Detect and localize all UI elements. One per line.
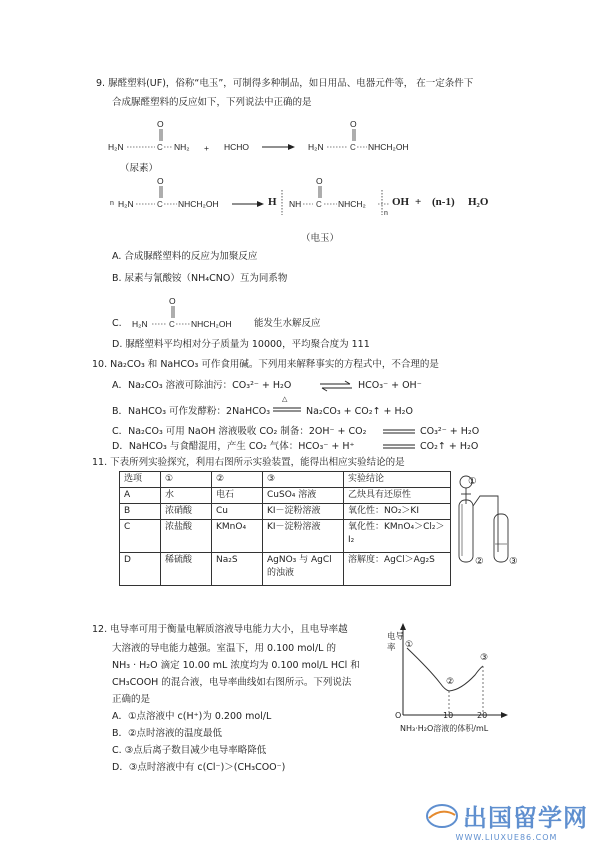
q9-option-c-prefix: C. [112, 318, 122, 329]
apparatus-label-1: ① [468, 476, 477, 487]
urea-h2n: H₂N [108, 142, 124, 152]
polymer-end-oh: OH [392, 196, 410, 208]
hcho-label: HCHO [224, 142, 250, 152]
table-cell: KI－淀粉溶液 [263, 520, 344, 553]
q9-option-b: B. 尿素与氰酸铵（NH₄CNO）互为同系物 [112, 273, 288, 284]
svg-text:C: C [157, 143, 163, 152]
table-row [120, 553, 451, 586]
table-header-cell: 选项 [120, 472, 161, 488]
graph-tick-10: 10 [443, 711, 454, 720]
watermark-logo [425, 798, 588, 842]
monomer-coefficient-n: n [110, 200, 114, 207]
q9-option-c-h2n: H₂N [132, 319, 148, 329]
q12-line2: 大溶液的导电能力越强。室温下，用 0.100 mol/L 的 [112, 643, 336, 654]
q11-stem: 11. 下表所列实验探究，利用右图所示实验装置，能得出相应实验结论的是 [92, 457, 405, 468]
double-line-equals-icon [382, 428, 416, 436]
q12-line1: 12. 电导率可用于衡量电解质溶液导电能力大小，且电导率越 [92, 624, 348, 635]
graph-ylabel-2: 率 [387, 643, 396, 653]
water-formula: H₂O [468, 196, 489, 208]
graph-xlabel: NH₃·H₂O溶液的体积/mL [400, 724, 489, 733]
svg-text:C: C [157, 200, 163, 209]
q9-option-c-nhch2oh: NHCH₂OH [191, 319, 232, 329]
q9-option-d: D. 脲醛塑料平均相对分子质量为 10000，平均聚合度为 111 [112, 339, 370, 350]
q9-option-a: A. 合成脲醛塑料的反应为加聚反应 [112, 251, 258, 262]
polymer-carbonyl-o: O [316, 176, 323, 186]
svg-text:C: C [169, 320, 175, 329]
polymer-nh: NH [289, 199, 302, 209]
q10-option-d-left: D．NaHCO₃ 与食醋混用，产生 CO₂ 气体：HCO₃⁻ + H⁺ [112, 441, 355, 452]
table-row [120, 488, 451, 504]
graph-point-2: ② [446, 677, 455, 687]
table-cell: 电石 [212, 488, 263, 504]
product-nhch2oh: NHCH₂OH [368, 142, 409, 152]
graph-ylabel-1: 电导 [387, 632, 405, 642]
dianyu-label: （电玉） [301, 233, 340, 244]
table-cell: KMnO₄ [212, 520, 263, 553]
plus-sign: + [204, 143, 209, 153]
q10-stem: 10. Na₂CO₃ 和 NaHCO₃ 可作食用碱。下列用来解释事实的方程式中，不合理的是 [92, 359, 439, 370]
svg-text:C: C [350, 143, 356, 152]
q12-option-b: B．②点时溶液的温度最低 [112, 728, 223, 739]
graph-point-1: ① [405, 640, 414, 650]
q9-option-c-carbonyl-o: O [169, 296, 176, 306]
table-row [120, 504, 451, 520]
apparatus-label-3: ③ [509, 556, 518, 567]
monomer-h2n: H₂N [118, 199, 134, 209]
q9-stem-line1: 9. 脲醛塑料(UF)，俗称“电玉”，可制得多种制品，如日用品、电器元件等， 在一定条件下 [96, 78, 474, 89]
polymer-nhch2: NHCH₂ [338, 199, 366, 209]
table-cell: 氧化性：KMnO₄＞Cl₂＞I₂ [344, 520, 451, 553]
globe-icon [425, 803, 459, 829]
table-cell: B [120, 504, 161, 520]
table-cell: Cu [212, 504, 263, 520]
q9-option-c-text: 能发生水解反应 [254, 318, 321, 329]
monomer-nhch2oh: NHCH₂OH [178, 199, 219, 209]
q10-option-d-right: CO₂↑ + H₂O [420, 441, 479, 452]
q10-option-b-left: B．NaHCO₃ 可作发酵粉：2NaHCO₃ [112, 406, 271, 417]
watermark-url: WWW.LIUXUE86.COM [455, 833, 558, 842]
q12-option-a: A．①点溶液中 c(H⁺)为 0.200 mol/L [112, 711, 272, 722]
experiment-apparatus-diagram [448, 470, 530, 580]
table-cell: C [120, 520, 161, 553]
graph-point-3: ③ [480, 653, 489, 663]
table-cell: 浓硝酸 [161, 504, 212, 520]
table-header-cell: ③ [263, 472, 344, 488]
table-cell: 稀硫酸 [161, 553, 212, 586]
product-carbonyl-o: O [350, 119, 357, 129]
table-cell: A [120, 488, 161, 504]
urea-label: （尿素） [120, 163, 159, 174]
table-cell: KI－淀粉溶液 [263, 504, 344, 520]
q12-option-d: D．③点时溶液中有 c(Cl⁻)＞(CH₃COO⁻) [112, 762, 286, 773]
table-cell: Na₂S [212, 553, 263, 586]
graph-origin: O [395, 711, 402, 720]
table-cell: D [120, 553, 161, 586]
q10-option-b-right: Na₂CO₃ + CO₂↑ + H₂O [306, 406, 413, 417]
table-cell: 溶解度：AgCl＞Ag₂S [344, 553, 451, 586]
table-cell: 乙炔具有还原性 [344, 488, 451, 504]
urea-nh2: NH₂ [174, 142, 190, 152]
double-line-equals-icon [382, 443, 416, 451]
watermark-text: 出国留学网 [463, 804, 588, 832]
graph-tick-20: 20 [477, 711, 488, 720]
table-header-cell: 实验结论 [344, 472, 451, 488]
polymer-subscript-n: n [384, 210, 388, 217]
urea-carbonyl-o: O [157, 119, 164, 129]
heat-condition: △ [282, 395, 288, 403]
equilibrium-arrow-icon [318, 380, 354, 392]
product-h2n: H₂N [308, 142, 324, 152]
table-cell: 氧化性：NO₂＞KI [344, 504, 451, 520]
table-header-row [120, 472, 451, 488]
monomer-carbonyl-o: O [157, 176, 164, 186]
table-cell: 水 [161, 488, 212, 504]
q12-option-c: C. ③点后离子数目减少电导率略降低 [112, 745, 267, 756]
svg-text:C: C [316, 200, 322, 209]
polymer-end-h: H [268, 196, 277, 208]
apparatus-label-2: ② [475, 556, 484, 567]
table-header-cell: ① [161, 472, 212, 488]
q12-line4: CH₃COOH 的混合液，电导率曲线如右图所示。下列说法 [112, 677, 352, 688]
q12-line5: 正确的是 [112, 694, 151, 705]
water-coefficient: (n-1) [432, 196, 455, 208]
table-row [120, 520, 451, 553]
q10-option-c-left: C．Na₂CO₃ 可用 NaOH 溶液吸收 CO₂ 制备：2OH⁻ + CO₂ [112, 426, 367, 437]
table-cell: CuSO₄ 溶液 [263, 488, 344, 504]
plus-sign-2: + [415, 196, 422, 208]
table-cell: 浓盐酸 [161, 520, 212, 553]
q10-option-c-right: CO₃²⁻ + H₂O [420, 426, 480, 437]
table-cell: AgNO₃ 与 AgCl 的浊液 [263, 553, 344, 586]
q10-option-a-left: A．Na₂CO₃ 溶液可除油污：CO₃²⁻ + H₂O [112, 380, 292, 391]
double-line-equals-icon [272, 406, 302, 414]
table-header-cell: ② [212, 472, 263, 488]
q9-stem-line2: 合成脲醛塑料的反应如下，下列说法中正确的是 [112, 97, 312, 108]
q12-line3: NH₃ · H₂O 滴定 10.00 mL 浓度均为 0.100 mol/L HCl 和 [112, 660, 360, 671]
q10-option-a-right: HCO₃⁻ + OH⁻ [358, 380, 422, 391]
q11-table [119, 471, 451, 586]
